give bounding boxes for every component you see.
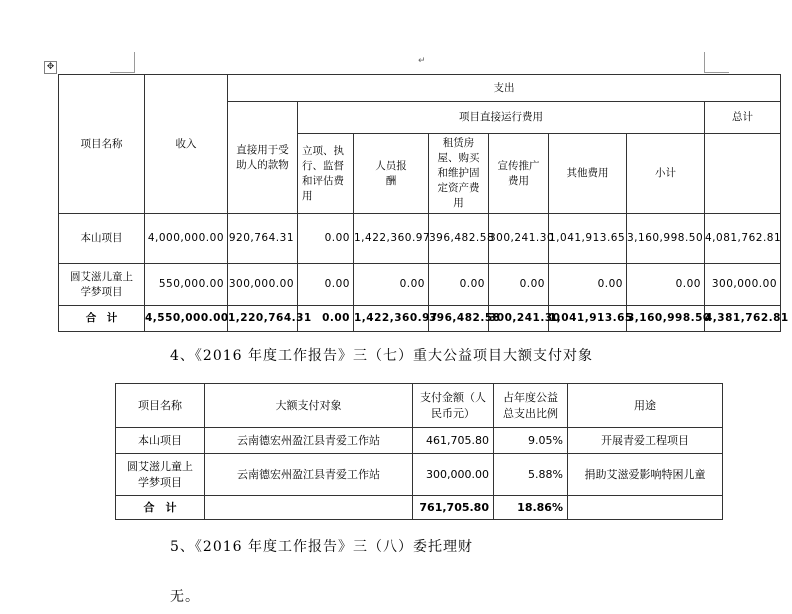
header-amount: 支付金额（人民币元） (413, 384, 494, 428)
total-promo: 300,241.30 (489, 306, 549, 332)
row-total: 300,000.00 (705, 264, 781, 306)
row-other: 0.00 (549, 264, 627, 306)
row-setup-eval: 0.00 (298, 214, 354, 264)
total-rent-buy: 396,482.58 (429, 306, 489, 332)
row-purpose: 捐助艾滋爱影响特困儿童 (568, 454, 723, 496)
header-ratio: 占年度公益总支出比例 (494, 384, 568, 428)
row-subtotal: 0.00 (627, 264, 705, 306)
row-payee: 云南德宏州盈江县青爱工作站 (205, 428, 413, 454)
header-direct-aid: 直接用于受助人的款物 (228, 102, 298, 214)
table-row (116, 454, 723, 496)
total-row (59, 306, 781, 332)
header-total: 总计 (705, 102, 781, 134)
total-setup-eval: 0.00 (298, 306, 354, 332)
total-income: 4,550,000.00 (145, 306, 228, 332)
row-name: 本山项目 (59, 214, 145, 264)
header-project-name: 项目名称 (116, 384, 205, 428)
row-income: 550,000.00 (145, 264, 228, 306)
row-amount: 300,000.00 (413, 454, 494, 496)
row-purpose: 开展青爱工程项目 (568, 428, 723, 454)
total-direct-aid: 1,220,764.31 (228, 306, 298, 332)
table-row (116, 428, 723, 454)
row-income: 4,000,000.00 (145, 214, 228, 264)
project-expense-table (58, 74, 789, 332)
large-payment-table (115, 383, 723, 520)
total-purpose-blank (568, 496, 723, 520)
total-ratio: 18.86% (494, 496, 568, 520)
row-promo: 0.00 (489, 264, 549, 306)
header-staff-pay: 人员报酬 (354, 134, 429, 214)
row-ratio: 9.05% (494, 428, 568, 454)
header-project-name: 项目名称 (59, 75, 145, 214)
row-rent-buy: 0.00 (429, 264, 489, 306)
total-label: 合 计 (59, 306, 145, 332)
header-expenditure: 支出 (228, 75, 781, 102)
section-heading-5: 5、《2016 年度工作报告》三（八）委托理财 (170, 539, 473, 555)
table-move-handle-icon[interactable]: ✥ (44, 61, 57, 74)
header-payee: 大额支付对象 (205, 384, 413, 428)
row-name: 圆艾滋儿童上学梦项目 (59, 264, 145, 306)
section-heading-4: 4、《2016 年度工作报告》三（七）重大公益项目大额支付对象 (170, 348, 593, 364)
table-row (59, 214, 781, 264)
header-other: 其他费用 (549, 134, 627, 214)
row-other: 1,041,913.65 (549, 214, 627, 264)
row-ratio: 5.88% (494, 454, 568, 496)
row-subtotal: 3,160,998.50 (627, 214, 705, 264)
header-setup-eval: 立项、执行、监督和评估费用 (298, 134, 354, 214)
row-rent-buy: 396,482.58 (429, 214, 489, 264)
paragraph-mark: ↵ (418, 56, 426, 66)
row-direct-aid: 920,764.31 (228, 214, 298, 264)
row-payee: 云南德宏州盈江县青爱工作站 (205, 454, 413, 496)
row-staff-pay: 0.00 (354, 264, 429, 306)
header-direct-costs: 项目直接运行费用 (298, 102, 705, 134)
total-label: 合 计 (116, 496, 205, 520)
header-purpose: 用途 (568, 384, 723, 428)
row-promo: 300,241.30 (489, 214, 549, 264)
table-row (59, 264, 781, 306)
header-total-blank (705, 134, 781, 214)
row-direct-aid: 300,000.00 (228, 264, 298, 306)
total-other: 1,041,913.65 (549, 306, 627, 332)
total-subtotal: 3,160,998.50 (627, 306, 705, 332)
row-setup-eval: 0.00 (298, 264, 354, 306)
total-amount: 761,705.80 (413, 496, 494, 520)
total-payee-blank (205, 496, 413, 520)
margin-corner-right (704, 52, 729, 73)
header-subtotal: 小计 (627, 134, 705, 214)
margin-corner-left (110, 52, 135, 73)
row-name: 本山项目 (116, 428, 205, 454)
total-total: 4,381,762.81 (705, 306, 781, 332)
header-promo: 宣传推广费用 (489, 134, 549, 214)
header-income: 收入 (145, 75, 228, 214)
row-staff-pay: 1,422,360.97 (354, 214, 429, 264)
header-rent-buy: 租赁房屋、购买和维护固定资产费用 (429, 134, 489, 214)
total-staff-pay: 1,422,360.97 (354, 306, 429, 332)
row-amount: 461,705.80 (413, 428, 494, 454)
total-row (116, 496, 723, 520)
none-text: 无。 (170, 589, 200, 605)
row-total: 4,081,762.81 (705, 214, 781, 264)
row-name: 圆艾滋儿童上学梦项目 (116, 454, 205, 496)
